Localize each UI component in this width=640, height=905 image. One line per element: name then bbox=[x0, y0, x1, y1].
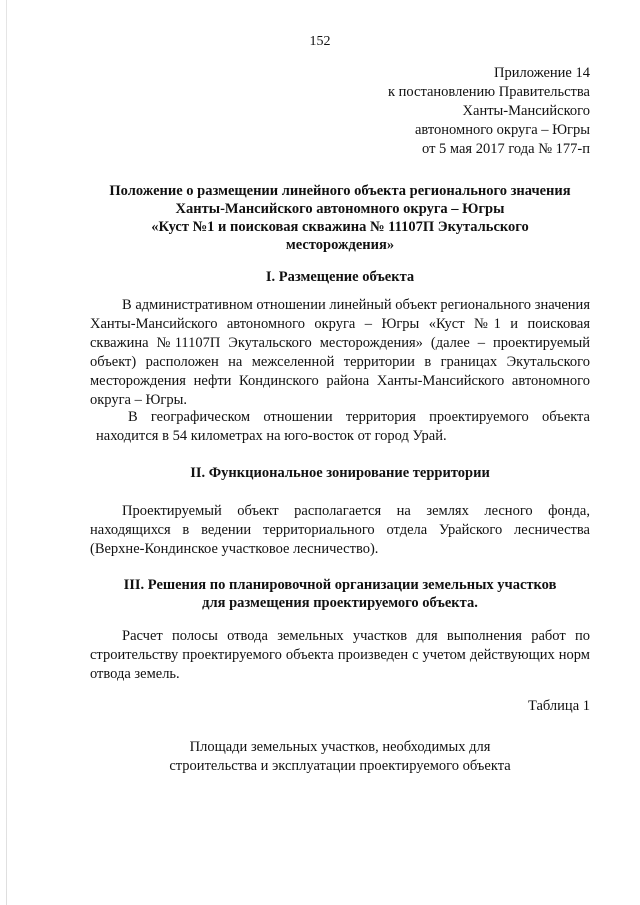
appendix-line: Ханты-Мансийского bbox=[462, 103, 590, 119]
section-heading-text: III. Решения по планировочной организации земельных участков bbox=[123, 577, 557, 593]
section-heading-text: II. Функциональное зонирование территории bbox=[190, 465, 490, 481]
appendix-header bbox=[388, 64, 590, 159]
scan-edge bbox=[6, 0, 7, 905]
appendix-line: от 5 мая 2017 года № 177-п bbox=[422, 141, 590, 157]
document-title bbox=[60, 182, 620, 254]
table-caption bbox=[90, 738, 590, 776]
title-line: месторождения» bbox=[285, 237, 395, 253]
table-caption-line: Площади земельных участков, необходимых для bbox=[189, 739, 491, 755]
table-caption-line: строительства и эксплуатации проектируемого объекта bbox=[169, 758, 511, 774]
section-2-paragraph-1: Проектируемый объект располагается на землях лесного фонда, находящихся в ведении территориального отдела Урайского лесничества (Верхне-Кондинское участковое лесничество). bbox=[90, 503, 590, 557]
appendix-line: Приложение 14 bbox=[494, 65, 590, 81]
section-3-heading bbox=[60, 576, 620, 612]
section-1-heading bbox=[60, 268, 620, 286]
appendix-line: автономного округа – Югры bbox=[414, 122, 590, 138]
table-label: Таблица 1 bbox=[527, 698, 590, 714]
section-1-paragraph-1: В административном отношении линейный объект регионального значения Ханты-Мансийского автономного округа – Югры «Куст №1 и поисковая скважина №11107П Экутальского месторождения» (далее – проектируемый объект) расположен на межселенной территории в границах Экутальского месторождения нефти Кондинского района Ханты-Мансийского автономного округа – Югры. bbox=[90, 297, 590, 408]
title-line: Положение о размещении линейного объекта регионального значения bbox=[109, 183, 571, 199]
section-1-paragraph-2: В географическом отношении территория проектируемого объекта находится в 54 километрах на юго-восток от город Урай. bbox=[96, 409, 590, 444]
section-3-paragraph-1: Расчет полосы отвода земельных участков для выполнения работ по строительству проектируемого объекта произведен с учетом действующих норм отвода земель. bbox=[90, 628, 590, 682]
section-2-heading bbox=[60, 464, 620, 482]
section-heading-text: I. Размещение объекта bbox=[265, 269, 415, 285]
appendix-line: к постановлению Правительства bbox=[388, 84, 590, 100]
section-heading-text: для размещения проектируемого объекта. bbox=[202, 595, 478, 611]
title-line: «Куст №1 и поисковая скважина № 11107П Экутальского bbox=[151, 219, 529, 235]
title-line: Ханты-Мансийского автономного округа – Югры bbox=[175, 201, 505, 217]
page-number: 152 bbox=[309, 34, 331, 49]
